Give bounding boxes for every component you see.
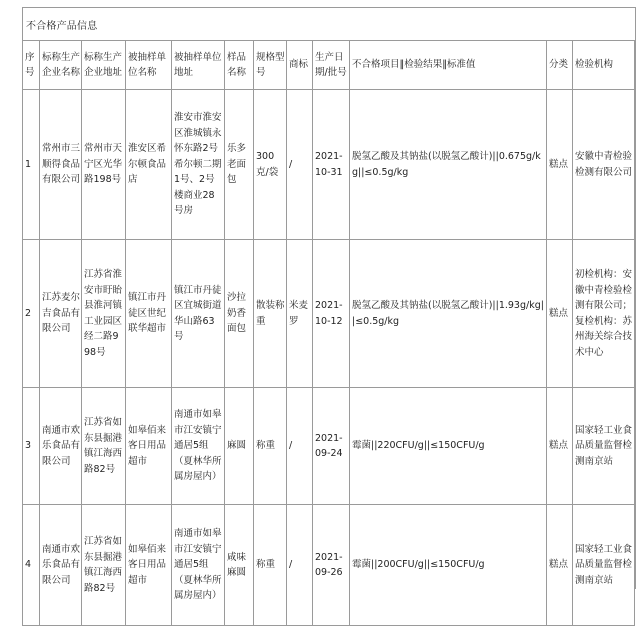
- table-cell: 2021-09-24: [313, 388, 350, 505]
- table-cell: 江苏麦尔吉食品有限公司: [40, 240, 82, 388]
- table-cell: 淮安市淮安区淮城镇永怀东路2号希尔顿二期1号、2号楼商业28号房: [172, 90, 225, 240]
- table-cell: 糕点: [547, 388, 573, 505]
- table-cell: 2: [23, 240, 40, 388]
- table-cell: 国家轻工业食品质量监督检测南京站: [573, 505, 635, 626]
- table-cell: 称重: [254, 388, 287, 505]
- table-cell: 脱氢乙酸及其钠盐(以脱氢乙酸计)||0.675g/kg||≤0.5g/kg: [350, 90, 547, 240]
- table-cell: 南通市欢乐食品有限公司: [40, 505, 82, 626]
- header-cell: 被抽样单位地址: [172, 41, 225, 90]
- table-cell: 霉菌||220CFU/g||≤150CFU/g: [350, 388, 547, 505]
- table-cell: 咸味麻圆: [225, 505, 254, 626]
- header-cell: 标称生产企业名称: [40, 41, 82, 90]
- table-cell: 2021-09-26: [313, 505, 350, 626]
- table-row: [23, 240, 635, 388]
- table-cell: 2021-10-31: [313, 90, 350, 240]
- table-cell: 2021-10-12: [313, 240, 350, 388]
- table-cell: 初检机构：安徽中青检验检测有限公司；复检机构：苏州海关综合技术中心: [573, 240, 635, 388]
- table-cell: 镇江市丹徒区世纪联华超市: [126, 240, 172, 388]
- header-row: [23, 41, 635, 90]
- table-cell: 常州市天宁区光华路198号: [82, 90, 126, 240]
- table-cell: 糕点: [547, 90, 573, 240]
- table-cell: 300克/袋: [254, 90, 287, 240]
- table-cell: 江苏省淮安市盱眙县淮河镇工业园区经二路998号: [82, 240, 126, 388]
- table-cell: /: [287, 90, 313, 240]
- table-cell: 如皋佰来客日用品超市: [126, 505, 172, 626]
- header-cell: 检验机构: [573, 41, 635, 90]
- header-cell: 生产日期/批号: [313, 41, 350, 90]
- table-cell: 淮安区希尔顿食品店: [126, 90, 172, 240]
- header-cell: 不合格项目‖检验结果‖标准值: [350, 41, 547, 90]
- table-cell: 脱氢乙酸及其钠盐(以脱氢乙酸计)||1.93g/kg||≤0.5g/kg: [350, 240, 547, 388]
- table-cell: 常州市三顺得食品有限公司: [40, 90, 82, 240]
- table-cell: 3: [23, 388, 40, 505]
- table-cell: 国家轻工业食品质量监督检测南京站: [573, 388, 635, 505]
- header-cell: 商标: [287, 41, 313, 90]
- table-cell: 乐多老面包: [225, 90, 254, 240]
- table-cell: 霉菌||200CFU/g||≤150CFU/g: [350, 505, 547, 626]
- header-cell: 分类: [547, 41, 573, 90]
- table-cell: 散装称重: [254, 240, 287, 388]
- header-cell: 样品名称: [225, 41, 254, 90]
- table-cell: 麻圆: [225, 388, 254, 505]
- table-cell: 南通市如皋市江安镇宁通居5组（夏林华所属房屋内）: [172, 388, 225, 505]
- table-title: 不合格产品信息: [26, 21, 98, 32]
- unqualified-products-table: [22, 40, 635, 626]
- table-row: [23, 90, 635, 240]
- table-cell: 沙拉奶香面包: [225, 240, 254, 388]
- table-cell: /: [287, 505, 313, 626]
- header-cell: 序号: [23, 41, 40, 90]
- table-cell: 4: [23, 505, 40, 626]
- table-cell: 米麦罗: [287, 240, 313, 388]
- table-cell: 安徽中青检验检测有限公司: [573, 90, 635, 240]
- table-cell: 糕点: [547, 505, 573, 626]
- header-cell: 被抽样单位名称: [126, 41, 172, 90]
- table-cell: 糕点: [547, 240, 573, 388]
- table-cell: 南通市如皋市江安镇宁通居5组（夏林华所属房屋内）: [172, 505, 225, 626]
- table-cell: 1: [23, 90, 40, 240]
- table-cell: 江苏省如东县掘港镇江海西路82号: [82, 505, 126, 626]
- header-cell: 标称生产企业地址: [82, 41, 126, 90]
- header-cell: 规格型号: [254, 41, 287, 90]
- table-cell: 江苏省如东县掘港镇江海西路82号: [82, 388, 126, 505]
- table-cell: 如皋佰来客日用品超市: [126, 388, 172, 505]
- table-cell: 称重: [254, 505, 287, 626]
- table-cell: 南通市欢乐食品有限公司: [40, 388, 82, 505]
- table-cell: 镇江市丹徒区宜城街道华山路63号: [172, 240, 225, 388]
- table-cell: /: [287, 388, 313, 505]
- table-row: [23, 505, 635, 626]
- table-row: [23, 388, 635, 505]
